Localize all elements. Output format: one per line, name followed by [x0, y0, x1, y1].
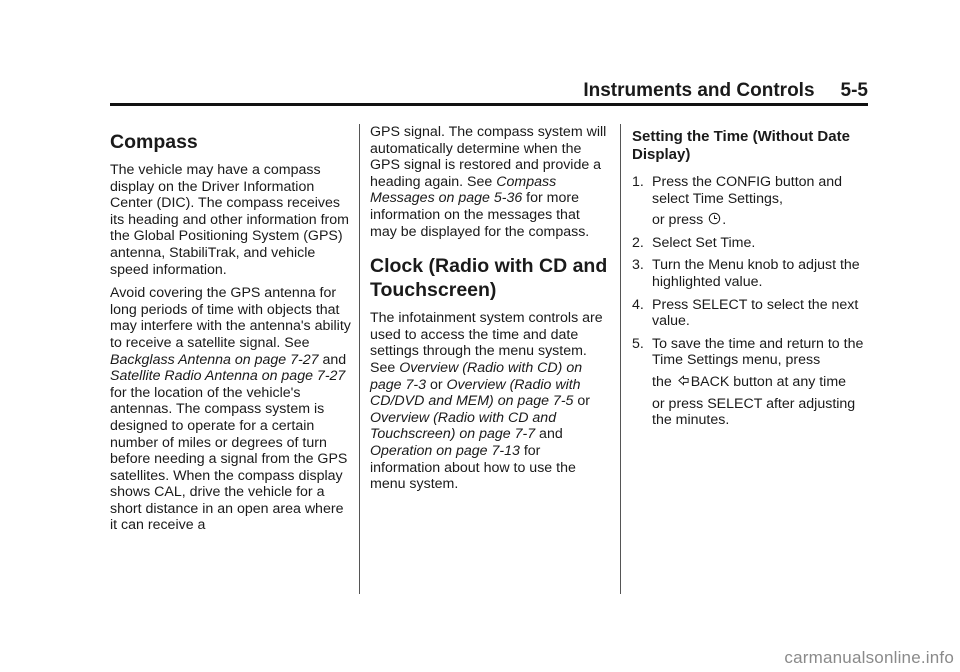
clock-paragraph: The infotainment system controls are used to access the time and date settings through the menu system. See Overview (Radio with CD) on page 7-3 or Overview (Radio with CD/DVD and MEM) on page 7-5 or Overview (Radio with CD and Touchscreen) on page 7-7 and Operation on page 7-13 for information about how to use the menu system. — [370, 310, 603, 493]
cross-reference-link[interactable]: Overview (Radio with CD) on page 7-3 — [370, 359, 583, 393]
page-number: 5-5 — [840, 80, 868, 101]
list-item: 2. Select Set Time. — [632, 234, 756, 251]
steps-list — [632, 174, 872, 429]
compass-heading: Compass — [110, 131, 198, 153]
column-divider — [359, 124, 360, 594]
compass-paragraph-1: The vehicle may have a compass display on the Driver Information Center (DIC). The compass receives its heading and other information from the Global Positioning System (GPS) antenna, StabiliTrak, and vehicle speed information. — [110, 162, 349, 278]
cross-reference-link[interactable]: Overview (Radio with CD/DVD and MEM) on page 7-5 — [370, 376, 581, 410]
compass-paragraph-3: GPS signal. The compass system will automatically determine when the GPS signal is restored and provide a heading again. See Compass Messages on page 5-36 for more information on the messages that may be displayed for the compass. — [370, 124, 607, 240]
column-divider — [620, 124, 621, 594]
list-item: 5. To save the time and return to the Time Settings menu, press the BACK button at any time or press SELECT after adjusting the minutes. — [632, 335, 864, 429]
clock-heading: Clock (Radio with CD and Touchscreen) — [370, 255, 608, 302]
running-header — [110, 80, 868, 102]
list-item: 3. Turn the Menu knob to adjust the highlighted value. — [632, 257, 860, 290]
cross-reference-link[interactable]: Compass Messages on page 5-36 — [370, 173, 557, 207]
section-title: Instruments and Controls — [583, 80, 815, 101]
cross-reference-link[interactable]: Operation on page 7-13 — [370, 442, 520, 459]
watermark: carmanualsonline.info — [784, 648, 954, 667]
back-arrow-icon — [677, 374, 690, 387]
cross-reference-link[interactable]: Backglass Antenna on page 7-27 — [110, 351, 319, 368]
cross-reference-link[interactable]: Overview (Radio with CD and Touchscreen) on page 7-7 — [370, 409, 557, 443]
compass-paragraph-2: Avoid covering the GPS antenna for long periods of time with objects that may interfere with the antenna's ability to receive a satellite signal. See Backglass Antenna on page 7-27 and Satellite Radio Antenna on page 7-27 for the location of the vehicle's antennas. The compass system is designed to operate for a certain number of miles or degrees of turn before needing a signal from the GPS satellites. When the compass display shows CAL, drive the vehicle for a short distance in an open area where it can receive a — [110, 285, 351, 534]
column-3 — [632, 124, 872, 435]
cross-reference-link[interactable]: Satellite Radio Antenna on page 7-27 — [110, 368, 346, 385]
setting-time-heading: Setting the Time (Without Date Display) — [632, 128, 850, 163]
list-item: 4. Press SELECT to select the next value. — [632, 296, 859, 330]
list-item: 1. Press the CONFIG button and select Time Settings, or press . — [632, 174, 843, 229]
header-rule — [110, 103, 868, 106]
column-2 — [370, 124, 610, 500]
column-1 — [110, 124, 352, 541]
clock-icon — [708, 212, 721, 225]
